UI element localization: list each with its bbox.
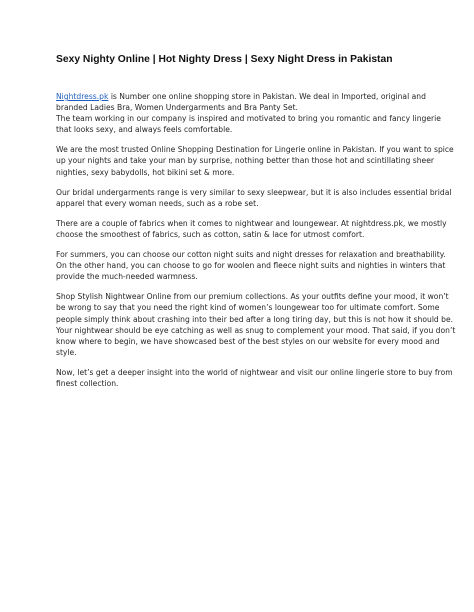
paragraph-line: On the other hand, you can choose to go for woolen and fleece night suits and nighties in winters that: [56, 261, 446, 271]
paragraph-line: choose the smoothest of fabrics, such as cotton, satin & lace for utmost comfort.: [56, 229, 365, 239]
body-paragraph: [56, 367, 453, 389]
paragraph-line: nighties, sexy babydolls, hot bikini set & more.: [56, 167, 235, 177]
paragraph-line: There are a couple of fabrics when it comes to nightwear and loungewear. At nightdress.pk, we mostly: [56, 218, 447, 228]
paragraph-line: Now, let’s get a deeper insight into the world of nightwear and visit our online lingerie store to buy from: [56, 367, 453, 377]
body-paragraph: [56, 291, 456, 358]
paragraph-line: provide the much-needed warmness.: [56, 272, 198, 282]
nightdress-link[interactable]: Nightdress.pk: [56, 92, 109, 101]
intro-line-2: branded Ladies Bra, Women Undergarments and Bra Panty Set.: [56, 103, 298, 113]
paragraph-line: be wrong to say that you need the right kind of women’s loungewear too for ultimate comfort. Some: [56, 303, 440, 313]
paragraph-line: Shop Stylish Nightwear Online from our premium collections. As your outfits define your mood, it won’t: [56, 292, 449, 302]
intro-line-1: [56, 91, 426, 102]
intro-paragraph: [56, 91, 441, 135]
intro-line-3: The team working in our company is inspired and motivated to bring you romantic and fancy lingerie: [56, 114, 441, 124]
body-paragraph: [56, 249, 446, 282]
intro-line-4: that looks sexy, and always feels comfortable.: [56, 125, 233, 135]
paragraph-line: know where to begin, we have showcased best of the best styles on our website for every mood and: [56, 336, 440, 346]
paragraph-line: Your nightwear should be eye catching as well as snug to complement your mood. That said, if you don’t: [56, 325, 456, 335]
paragraph-line: style.: [56, 347, 77, 357]
paragraph-line: up your nights and take your man by surprise, nothing better than those hot and scintillating sheer: [56, 156, 435, 166]
body-paragraph: [56, 144, 454, 177]
paragraph-line: For summers, you can choose our cotton night suits and night dresses for relaxation and breathability.: [56, 250, 446, 260]
paragraph-line: apparel that every woman needs, such as a robe set.: [56, 198, 259, 208]
paragraph-line: people simply think about crashing into their bed after a long tiring day, but this is not how it should be.: [56, 314, 454, 324]
body-paragraphs: [56, 144, 456, 389]
paragraph-line: Our bridal undergarments range is very similar to sexy sleepwear, but it is also includes essential bridal: [56, 187, 452, 197]
body-paragraph: [56, 187, 452, 209]
paragraph-line: We are the most trusted Online Shopping Destination for Lingerie online in Pakistan. If you want to spice: [56, 145, 454, 155]
document-title: Sexy Nighty Online | Hot Nighty Dress | Sexy Night Dress in Pakistan: [56, 54, 393, 65]
body-paragraph: [56, 218, 447, 240]
intro-line-1-text: is Number one online shopping store in Pakistan. We deal in Imported, original and: [108, 92, 426, 101]
paragraph-line: finest collection.: [56, 378, 119, 388]
